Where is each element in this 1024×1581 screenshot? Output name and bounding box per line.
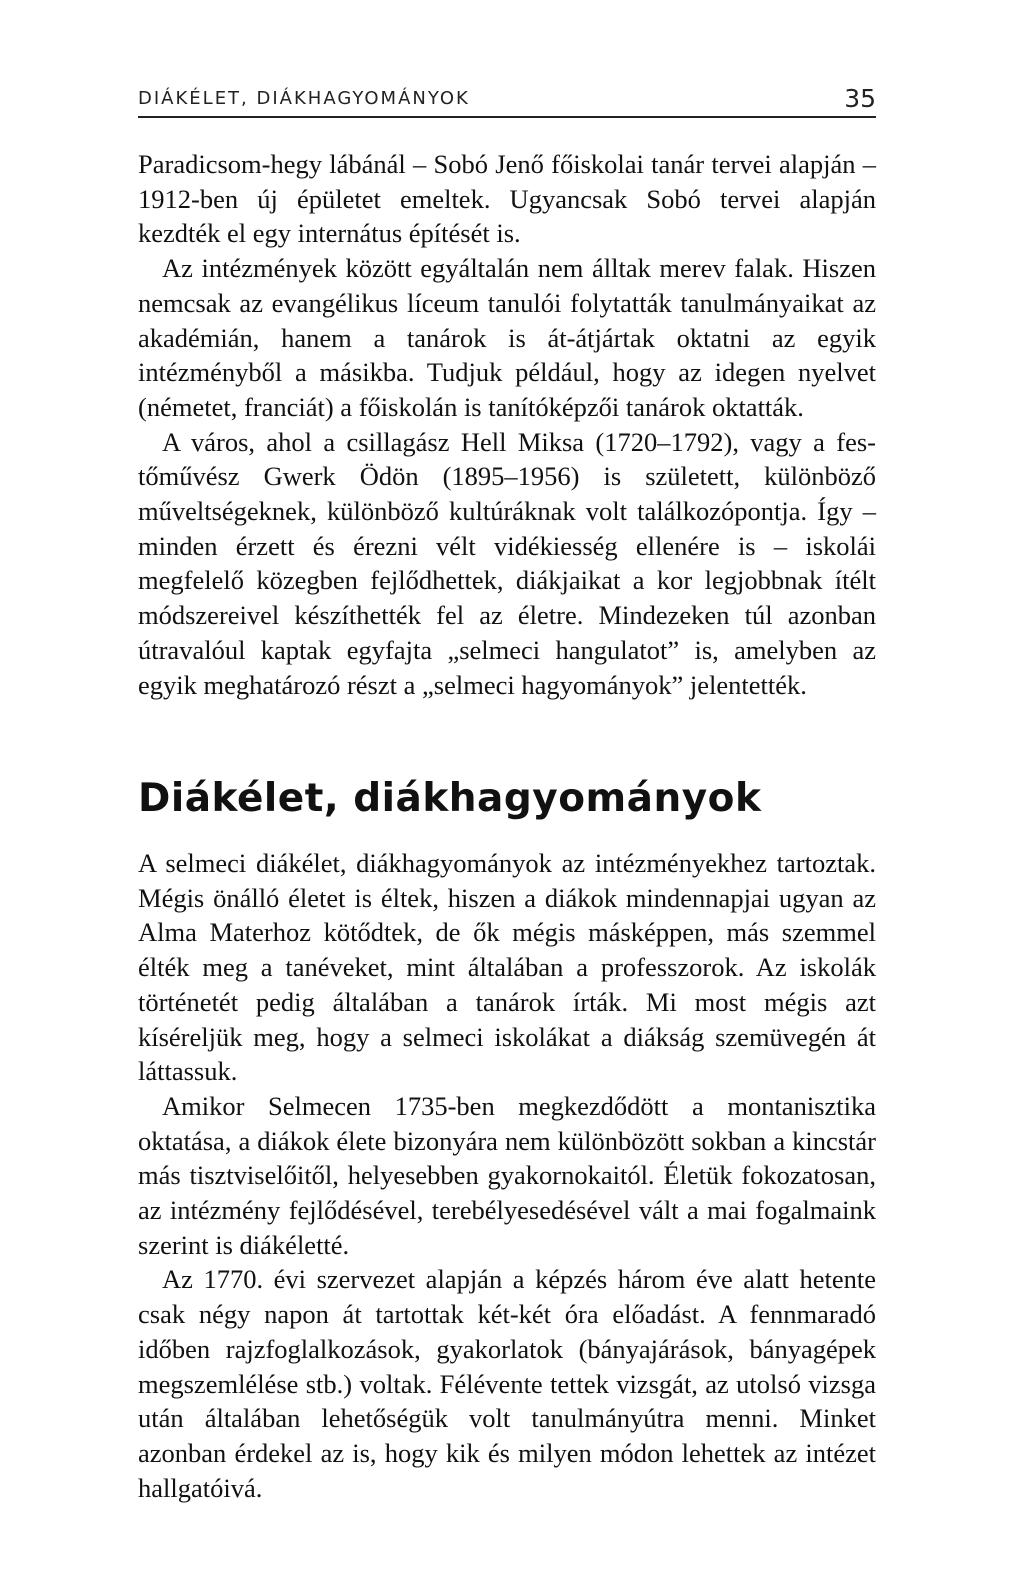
paragraph-continuation: Paradicsom-hegy lábánál – Sobó Jenő főiskolai tanár tervei alapján – 1912-ben új épületet emeltek. Ugyancsak Sobó tervei alapján kezdték el egy internátus építését is. bbox=[138, 149, 876, 249]
section-text-block bbox=[138, 846, 876, 1505]
section-paragraph-intro: A selmeci diákélet, diákhagyományok az intézményekhez tartoztak. Mégis önálló életet is éltek, hiszen a diákok mindennapjai ugyan az Alma Materhoz kötődtek, de ők mégis másképpen, más szemmel élték meg a tanéveket, mint általában a professzorok. Az iskolák történetét pedig általában a tanárok írták. Mi most mégis azt kíséreljük meg, hogy a selmeci iskolákat a diákság szemüvegén át láttassuk. bbox=[138, 848, 876, 1087]
top-text-block bbox=[138, 147, 876, 702]
section-heading: Diákélet, diákhagyományok bbox=[138, 776, 762, 821]
section-paragraph-1735: Amikor Selmecen 1735-ben megkezdődött a montanisztika oktatása, a diákok élete bizonyára nem különbözött sokban a kincstár más tisztviselőitől, helyesebben gyakornokaitól. Életük fokozatosan, az intézmény fejlődésével, terebélyesedésével vált a mai fogalmaink szerint is diákéletté. bbox=[138, 1090, 876, 1260]
page-number: 35 bbox=[844, 84, 876, 113]
paragraph-institutions: Az intézmények között egyáltalán nem álltak merev falak. Hiszen nemcsak az evangélikus líceum tanulói folytatták tanulmányaikat az akadémián, hanem a tanárok is át-átjártak oktatni az egyik intézményből a másikba. Tudjuk például, hogy az idegen nyelvet (németet, franciát) a főiskolán is tanítóképzői tanárok oktatták. bbox=[138, 253, 876, 422]
running-title: DIÁKÉLET, DIÁKHAGYOMÁNYOK bbox=[138, 88, 470, 109]
paragraph-city: A város, ahol a csillagász Hell Miksa (1720–1792), vagy a festőművész Gwerk Ödön (1895–1956) is született, különböző műveltségeknek, különböző kultúráknak volt találkozópontja. Így – minden érzett és érezni vélt vidékiesség ellenére is – iskolái megfelelő közegben fejlődhettek, diákjaikat a kor legjobbnak ítélt módszereivel készíthették fel az életre. Mindezeken túl azonban útravalóul kaptak egyfajta „selmeci hangulatot” is, amelyben az egyik meghatározó részt a „selmeci hagyományok” jelentették. bbox=[138, 426, 876, 700]
running-head bbox=[138, 84, 876, 118]
section-paragraph-1770: Az 1770. évi szervezet alapján a képzés három éve alatt hetente csak négy napon át tartottak két-két óra előadást. A fennmaradó időben rajzfoglalkozások, gyakorlatok (bányajárások, bányagépek megszemlélése stb.) voltak. Félévente tettek vizsgát, az utolsó vizsga után általában lehetőségük volt tanulmányútra menni. Minket azonban érdekel az is, hogy kik és milyen módon lehettek az intézet hallgatóivá. bbox=[138, 1264, 876, 1503]
